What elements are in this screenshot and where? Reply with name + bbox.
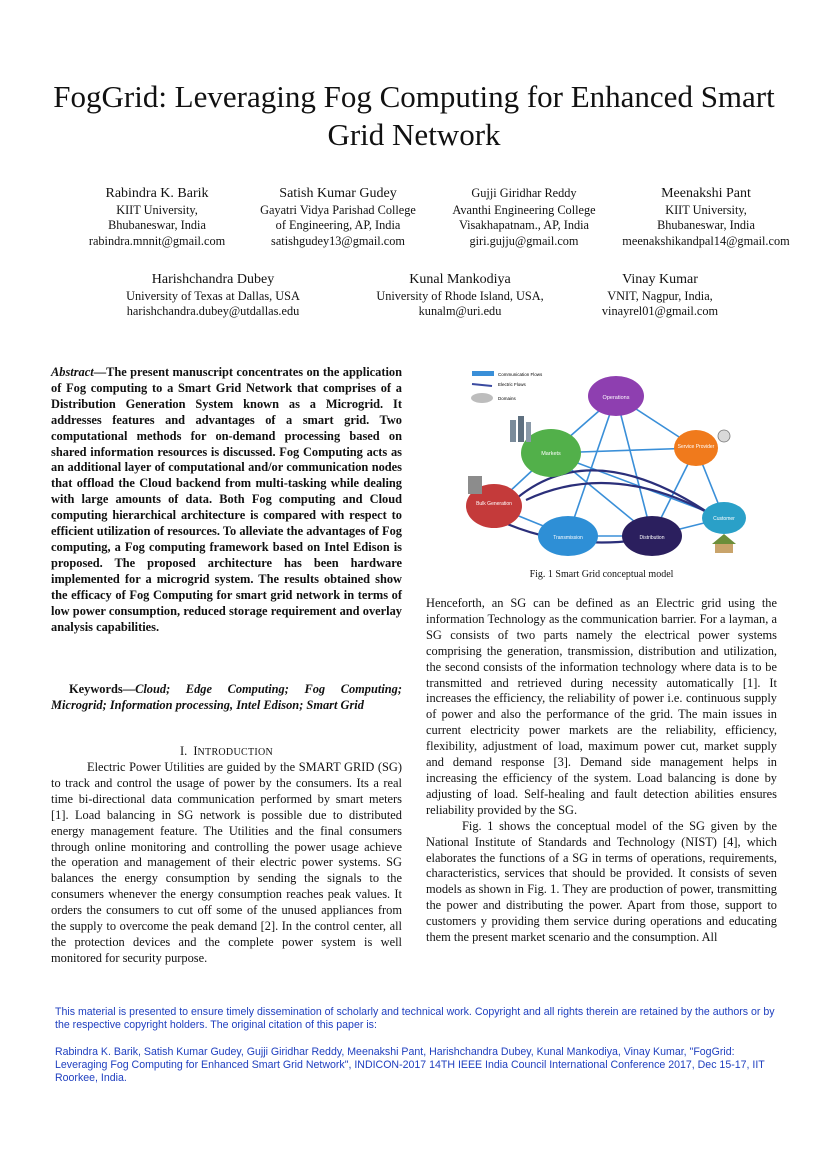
introduction-text <box>51 760 402 967</box>
house-icon <box>712 534 736 544</box>
keywords <box>51 682 402 714</box>
author-name: Satish Kumar Gudey <box>279 186 397 201</box>
author-name: Kunal Mankodiya <box>409 272 511 287</box>
right-column-text <box>426 596 777 946</box>
right-paragraph-1: Henceforth, an SG can be defined as an Electric grid using the information Technology as the communication barrier. For a layman, a SG consists of two parts namely the electrical power systems comprising the generation, transmission, distribution and utilization, the second consists of the information technology where data is to be transmitted and retrieved during necessity automatically [1]. It increases the efficiency, the reliability of power i.e. continuous supply of power and also the performance of the grid. The main issues in current electricity power markets are the reliability, efficiency, flexibility, adjustment of load, maximum power cut, market supply and demand response [3]. Demand side management helps in increasing the efficiency of the system. Load balancing is done by adjusting of load. Self-healing and fault detection abilities ensures reliability provided by the SG. <box>426 596 777 817</box>
author-block-dubey <box>110 272 316 320</box>
legend-domain-label: Domains <box>498 396 516 401</box>
intro-paragraph: Electric Power Utilities are guided by the SMART GRID (SG) to track and control the usage of power by the consumers. Its a real time bi-directional data communication performed by smart meters [1]. Load balancing in SG network is possible due to distributed energy management feature. The Utilities and the final consumers through online monitoring and controlling the power usage achieve the operation and management of their electric power systems. SG balances the energy consumption by sending the signals to the consumers whenever the energy consumption reaches peak values. It orders the consumers to cut off some of the unused appliances from the supply to overcome the peak demand [2]. In the control center, all the protection devices and the complete power system is well monitored for security purpose. <box>51 760 402 965</box>
citation-text: Rabindra K. Barik, Satish Kumar Gudey, Gujji Giridhar Reddy, Meenakshi Pant, Harishchandra Dubey, Kunal Mankodiya, Vinay Kumar, "FogGrid: Leveraging Fog Computing for Enhanced Smart Grid Network", INDICON-2017 14TH IEEE India Council International Conference 2017, Dec 15-17, IIT Roorkee, India. <box>55 1046 765 1084</box>
author-affiliation: VNIT, Nagpur, India, <box>607 288 713 303</box>
paper-title: FogGrid: Leveraging Fog Computing for Enhanced Smart Grid Network <box>53 79 775 152</box>
author-affiliation: University of Rhode Island, USA, <box>376 288 544 303</box>
author-email[interactable]: vinayrel01@gmail.com <box>601 304 719 318</box>
domain-service-label: Service Provider <box>677 444 715 450</box>
figure-caption: Fig. 1 Smart Grid conceptual model <box>529 569 674 580</box>
keywords-text: Cloud; Edge Computing; Fog Computing; Microgrid; Information processing, Intel Edison; Smart Grid <box>51 682 402 712</box>
author-block-mankodiya <box>360 272 560 320</box>
author-block-barik <box>76 186 238 249</box>
author-email[interactable]: harishchandra.dubey@utdallas.edu <box>126 304 300 318</box>
keywords-label: Keywords— <box>69 682 136 696</box>
domain-bulk-label: Bulk Generation <box>476 501 512 507</box>
abstract-text: —The present manuscript concentrates on the application of Fog computing to a Smart Grid Network that comprises of a Distribution Generation System known as a Microgrid. It addresses features and advantages of a smart grid. Two computational methods for on-demand processing based on shared information resources is discussed. Fog Computing acts as an additional layer of computational and/or communication nodes that offload the Cloud backend from multi-tasking while dealing with large amounts of data. Both Fog computing and Cloud computing hierarchical architecture is compared with respect to efficient utilization of resources. To alleviate the advantages of Fog computing, a Fog computing framework based on Intel Edison is proposed. The proposed architecture has been hardware implemented for a microgrid system. The results obtained show the efficacy of Fog Computing for smart grid network in terms of low power consumption, reduced storage requirement and overlay analysis capabilities. <box>51 365 402 634</box>
section-heading <box>51 744 402 759</box>
author-affiliation: of Engineering, AP, India <box>275 218 401 232</box>
author-affiliation: University of Texas at Dallas, USA <box>126 288 300 303</box>
author-block-kumar <box>586 272 734 320</box>
person-icon <box>718 430 730 442</box>
domain-distribution-label: Distribution <box>639 535 665 541</box>
author-name: Meenakshi Pant <box>661 186 751 201</box>
domain-markets-label: Markets <box>541 451 561 457</box>
right-paragraph-2: Fig. 1 shows the conceptual model of the SG given by the National Institute of Standards and Technology (NIST) [4], which elaborates the functions of a SG in terms of operations, requirements, characteristics, services that should be provided. It consists of seven models as shown in Fig. 1. They are production of power, transmitting the power and distributing the power. Apart from those, support to customers y providing them service during operations and educating them the present market scenario and the consumption. All <box>426 818 777 945</box>
house-body-icon <box>715 544 733 553</box>
building-icon <box>518 416 524 442</box>
legend-domain-swatch <box>471 393 493 403</box>
copyright-text: This material is presented to ensure timely dissemination of scholarly and technical work. Copyright and all rights therein are retained by the authors or by the respective copyright holders. The original citation of this paper is: <box>55 1006 775 1031</box>
citation-block <box>55 1046 775 1085</box>
abstract <box>51 365 402 635</box>
factory-icon <box>468 476 482 494</box>
copyright-notice <box>55 1006 775 1032</box>
author-email[interactable]: satishgudey13@gmail.com <box>271 233 405 248</box>
domain-transmission-label: Transmission <box>553 535 583 541</box>
author-block-gudey <box>246 186 430 249</box>
author-affiliation: KIIT University, <box>116 202 198 217</box>
domain-operations-label: Operations <box>602 395 630 401</box>
author-affiliation: KIIT University, <box>665 202 747 217</box>
smart-grid-figure <box>466 368 746 556</box>
abstract-label: Abstract <box>51 365 94 379</box>
author-name: Harishchandra Dubey <box>151 272 275 287</box>
author-email[interactable]: meenakshikandpal14@gmail.com <box>622 233 790 248</box>
section-number: I. <box>179 744 188 758</box>
legend-communication-swatch <box>472 371 494 376</box>
legend-communication-label: Communication Flows <box>498 372 543 377</box>
section-title-rest: NTRODUCTION <box>197 747 274 758</box>
legend-electric-label: Electric Flows <box>498 382 526 387</box>
author-email[interactable]: rabindra.mnnit@gmail.com <box>88 233 226 248</box>
author-affiliation: Bhubaneswar, India <box>657 218 755 232</box>
building-icon <box>526 422 531 442</box>
section-title-initial: I <box>193 744 198 758</box>
author-block-reddy <box>438 186 610 249</box>
figure-legend <box>471 371 543 403</box>
author-name: Vinay Kumar <box>622 272 698 287</box>
domain-customer-label: Customer <box>713 516 735 522</box>
author-name: Gujji Giridhar Reddy <box>471 186 577 200</box>
author-affiliation: Avanthi Engineering College <box>452 202 596 217</box>
electric-flow-lines <box>494 470 721 542</box>
author-email[interactable]: kunalm@uri.edu <box>418 304 502 318</box>
author-affiliation: Gayatri Vidya Parishad College <box>260 202 416 217</box>
author-name: Rabindra K. Barik <box>105 186 209 201</box>
building-icon <box>510 420 516 442</box>
legend-electric-swatch <box>472 384 492 386</box>
author-affiliation: Bhubaneswar, India <box>108 218 206 232</box>
author-email[interactable]: giri.gujju@gmail.com <box>469 233 579 248</box>
author-block-pant <box>608 186 804 249</box>
author-affiliation: Visakhapatnam., AP, India <box>458 218 590 232</box>
